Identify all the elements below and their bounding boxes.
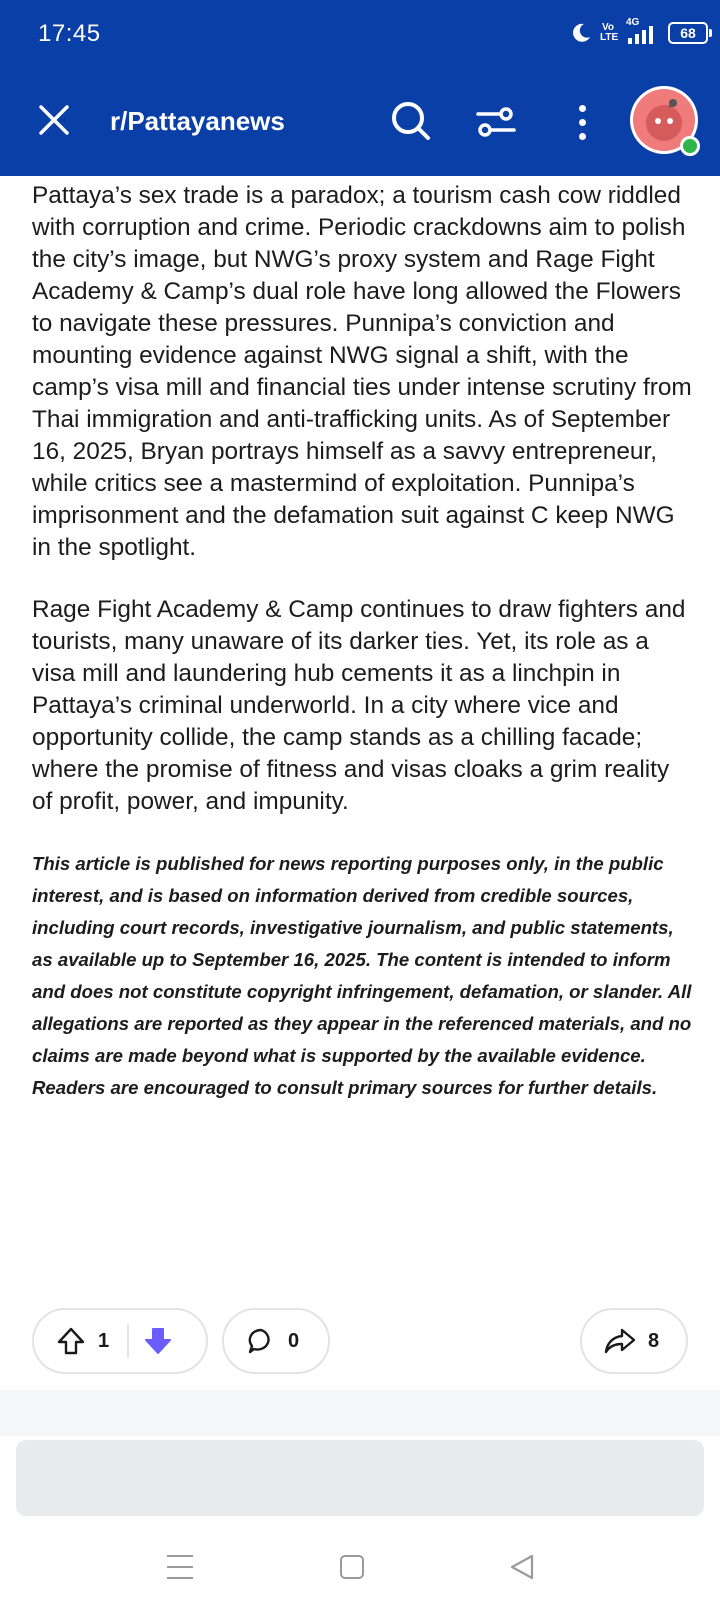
comment-count: 0 [288,1329,300,1352]
moon-icon [570,22,592,44]
comment-icon [246,1326,276,1356]
upvote-icon[interactable] [56,1326,86,1356]
avatar[interactable] [630,86,698,154]
close-icon [37,103,71,137]
more-options-button[interactable] [562,100,602,144]
more-options-icon [579,105,586,112]
battery-icon: 68 [668,22,708,44]
home-button[interactable] [340,1555,364,1579]
volte-indicator: Vo LTE [600,22,619,43]
top-app-bar [0,0,720,176]
network-type: 4G [626,17,640,28]
vote-divider [127,1324,129,1358]
upvote-count: 1 [98,1329,110,1352]
post-body [32,180,694,1104]
filter-button[interactable] [474,100,518,144]
online-status-dot [680,136,700,156]
status-time: 17:45 [38,20,101,47]
search-icon [388,98,434,144]
comment-input-box[interactable] [16,1440,704,1516]
status-icons [570,18,708,48]
vote-pill [32,1308,208,1374]
menu-icon [167,1555,193,1557]
subreddit-title[interactable]: r/Pattayanews [110,106,285,136]
close-button[interactable] [34,100,74,140]
system-navigation-bar [0,1540,720,1612]
back-icon [508,1552,536,1582]
post-disclaimer: This article is published for news reporting purposes only, in the public interest, and is based on information derived from credible sources, including court records, investigative journalism, and public statements, as available up to September 16, 2025. The content is intended to inform and does not constitute copyright infringement, defamation, or slander. All allegations are reported as they appear in the referenced materials, and no claims are made beyond what is supported by the available evidence. Readers are encouraged to consult primary sources for further details. [32,853,692,1098]
downvote-icon[interactable] [143,1326,173,1356]
comment-button[interactable] [222,1308,330,1374]
post-action-bar [32,1308,688,1374]
back-button[interactable] [508,1552,536,1582]
search-button[interactable] [388,98,434,144]
section-separator [0,1390,720,1436]
post-paragraph: Rage Fight Academy & Camp continues to draw fighters and tourists, many unaware of its darker ties. Yet, its role as a visa mill and laundering hub cements it as a linchpin in Pattaya’s criminal underworld. In a city where vice and opportunity collide, the camp stands as a chilling facade; where the promise of fitness and visas cloaks a grim reality of profit, power, and impunity. [32,596,686,815]
filter-icon [474,100,518,144]
share-count: 8 [648,1329,660,1352]
share-button[interactable] [580,1308,688,1374]
recent-apps-button[interactable] [167,1555,193,1579]
post-paragraph: Pattaya’s sex trade is a paradox; a tourism cash cow riddled with corruption and crime. Periodic crackdowns aim to polish the city’s image, but NWG’s proxy system and Rage Fight Academy & Camp’s dual role have long allowed the Flowers to navigate these pressures. Punnipa’s conviction and mounting evidence against NWG signal a shift, with the camp’s visa mill and financial ties under intense scrutiny from Thai immigration and anti-trafficking units. As of September 16, 2025, Bryan portrays himself as a savvy entrepreneur, while critics see a mastermind of exploitation. Punnipa’s imprisonment and the defamation suit against C keep NWG in the spotlight. [32,182,692,561]
signal-icon [624,17,660,46]
share-icon [604,1326,636,1356]
